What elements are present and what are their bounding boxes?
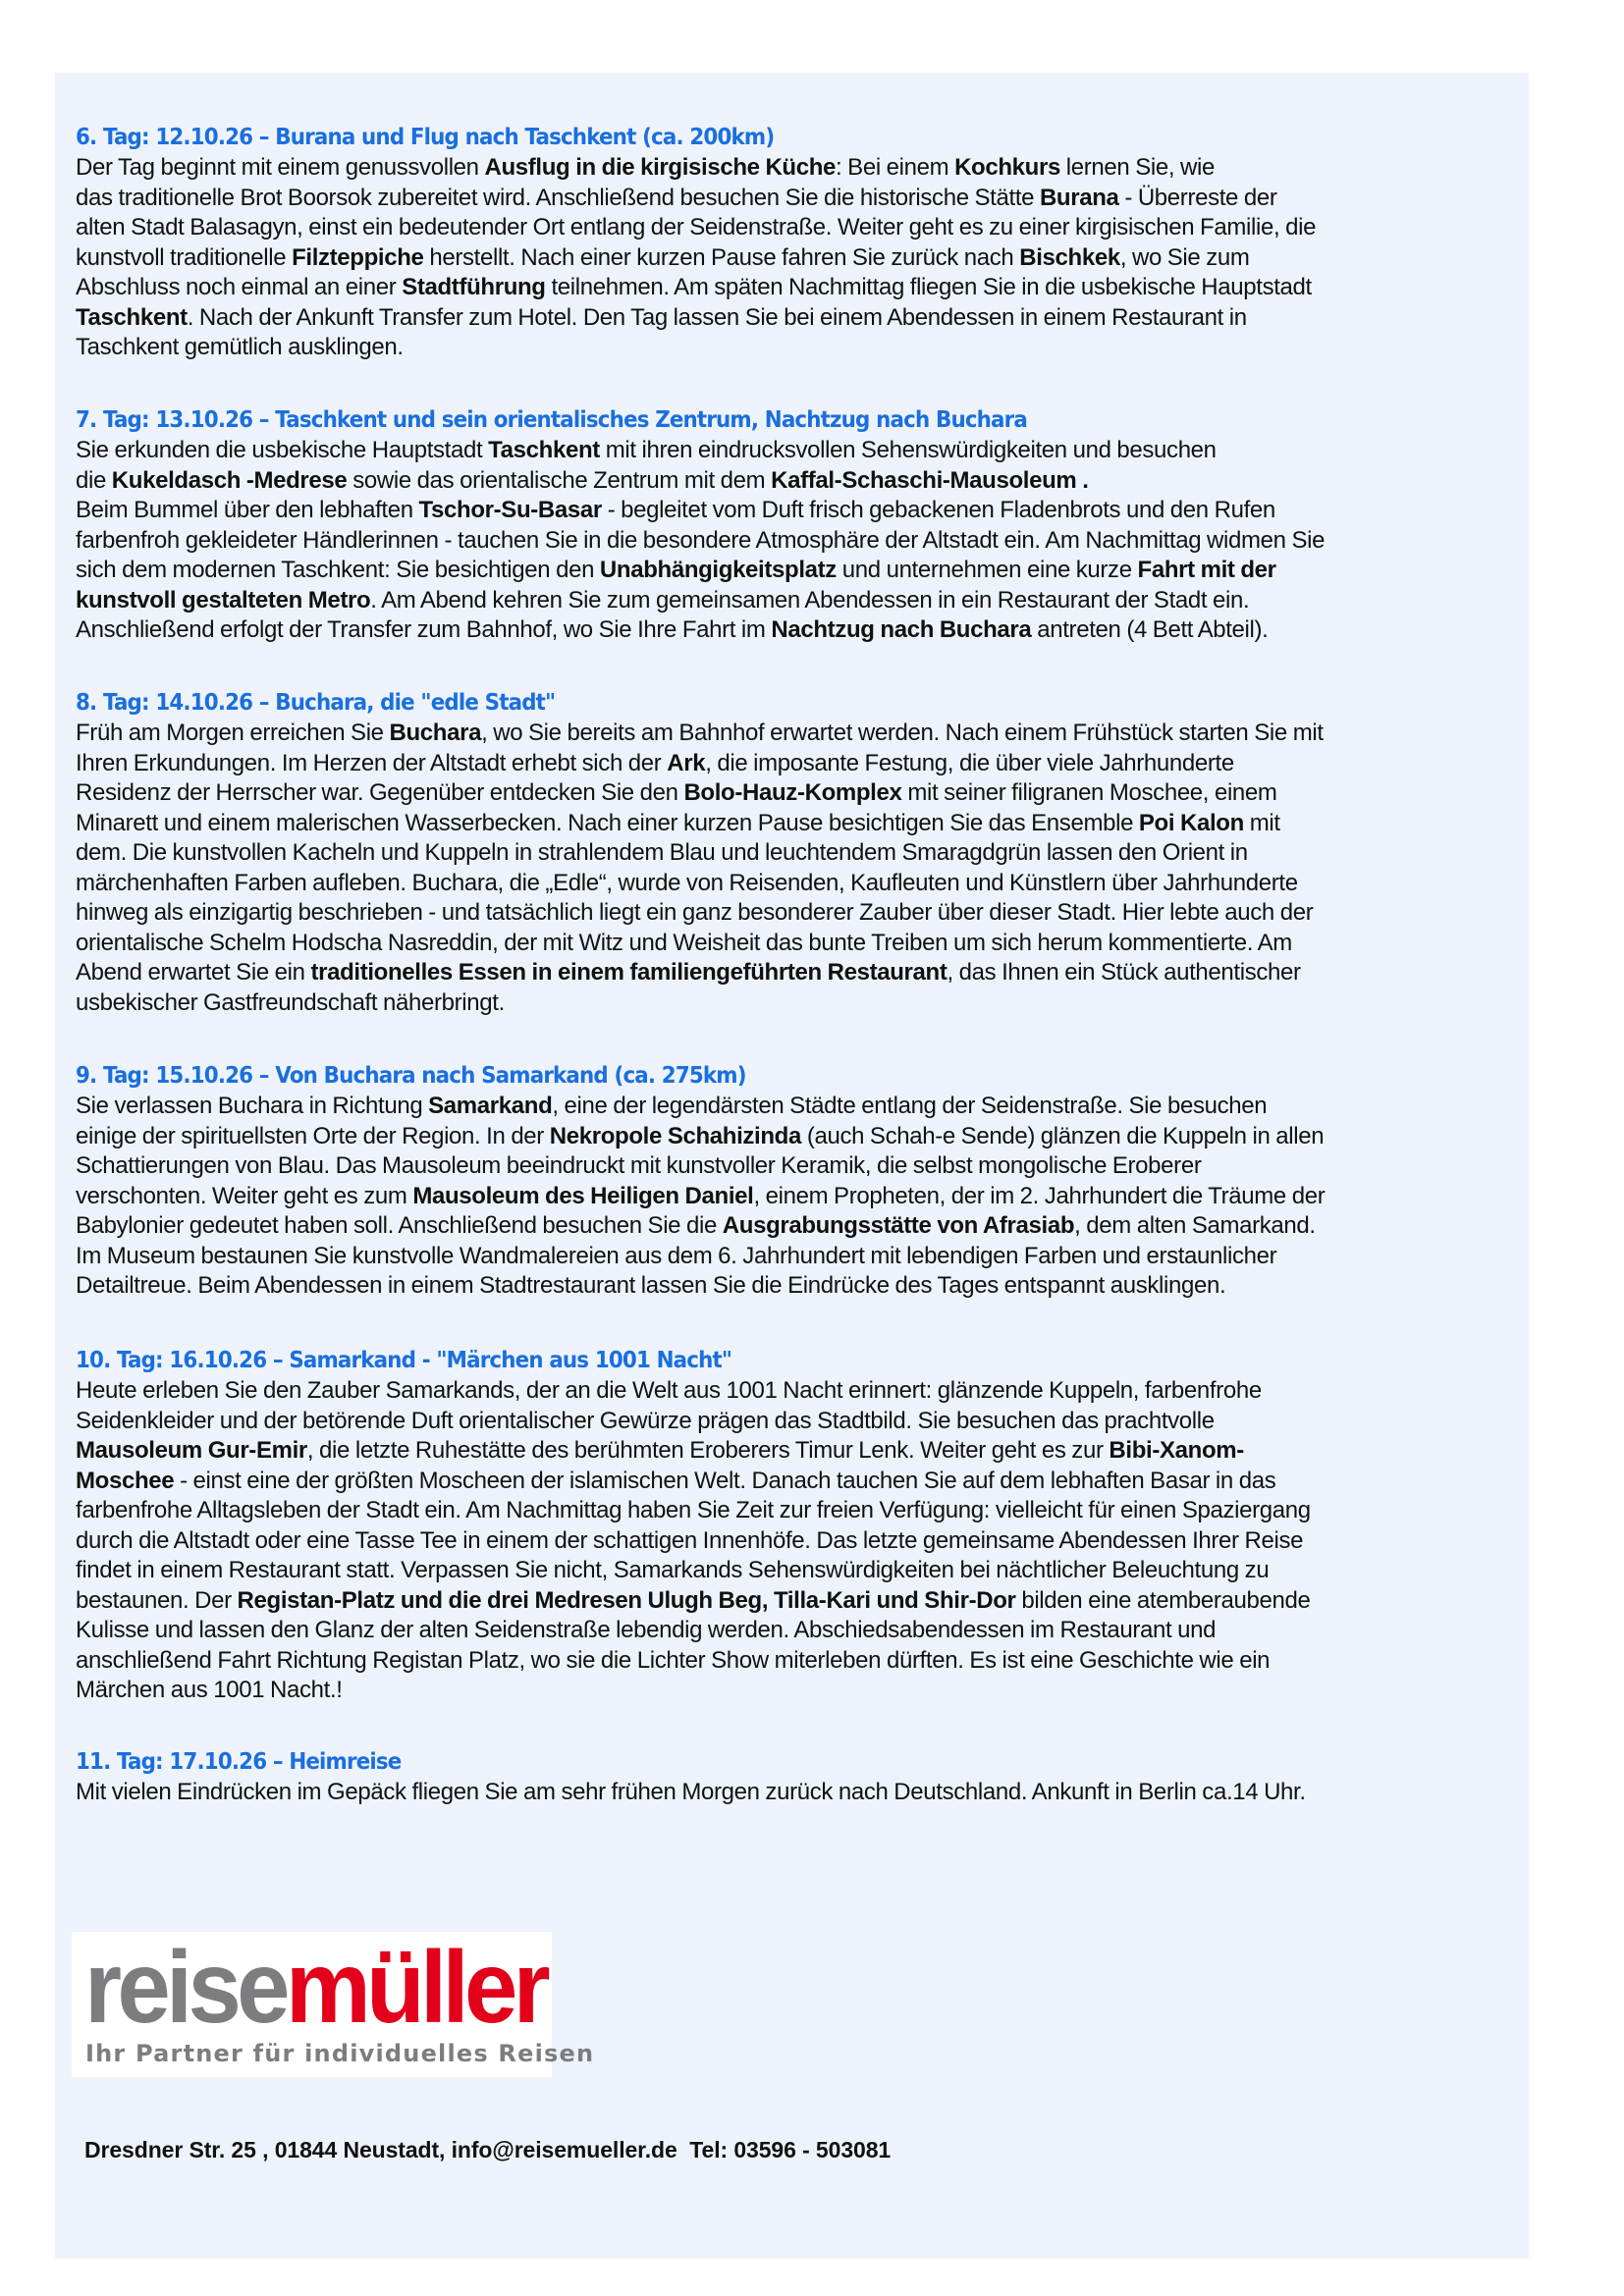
text-run: Mit vielen Eindrücken im Gepäck fliegen Sie am sehr frühen Morgen zurück nach Deutschland. Ankunft in Berlin ca.14 Uhr. (76, 1779, 1306, 1805)
text-line (76, 1242, 1325, 1272)
text-line (76, 1616, 1311, 1646)
text-line (76, 1646, 1311, 1677)
text-run: farbenfrohe Alltagsleben der Stadt ein. Am Nachmittag haben Sie Zeit zur freien Verfügung: vielleicht für einen Spaziergang (76, 1497, 1311, 1523)
text-line (76, 213, 1316, 243)
text-run: Babylonier gedeutet haben soll. Anschließend besuchen Sie die (76, 1212, 723, 1239)
company-logo (72, 1931, 595, 2077)
text-line (76, 526, 1325, 557)
text-line (76, 1556, 1311, 1586)
text-line (76, 153, 1316, 184)
day-description (76, 1376, 1311, 1706)
text-run: Seidenkleider und der betörende Duft orientalischer Gewürze prägen das Stadtbild. Sie besuchen das prachtvolle (76, 1407, 1215, 1434)
day-description (76, 719, 1324, 1018)
text-line (76, 333, 1316, 363)
text-line (76, 615, 1325, 646)
day-description (76, 436, 1325, 646)
highlight-text: Bibi-Xanom- (1109, 1437, 1244, 1464)
text-line (76, 556, 1325, 586)
text-line (76, 1271, 1325, 1302)
logo-word-mueller: müller (285, 1931, 546, 2045)
highlight-text: Filzteppiche (292, 243, 424, 271)
logo-word-reise: reise (84, 1931, 286, 2045)
highlight-text: Poi Kalon (1138, 809, 1244, 836)
text-line (76, 1496, 1311, 1526)
text-run: teilnehmen. Am späten Nachmittag fliegen Sie in die usbekische Hauptstadt (545, 274, 1312, 300)
text-run: das traditionelle Brot Boorsok zubereitet wird. Anschließend besuchen Sie die historische Stätte (76, 184, 1040, 211)
text-run: mit seiner filigranen Moschee, einem (901, 779, 1277, 806)
text-run: . Nach der Ankunft Transfer zum Hotel. Den Tag lassen Sie bei einem Abendessen in einem Restaurant in (187, 303, 1247, 331)
highlight-text: Ausgrabungsstätte von Afrasiab (722, 1212, 1075, 1239)
highlight-text: Kochkurs (954, 154, 1060, 181)
text-line (76, 1407, 1311, 1437)
text-line (76, 1436, 1311, 1467)
text-run: , die imposante Festung, die über viele Jahrhunderte (705, 749, 1234, 776)
text-run: dem. Die kunstvollen Kacheln und Kuppeln in strahlendem Blau und leuchtendem Smaragdgrün lassen den Orient in (76, 839, 1248, 866)
highlight-text: Nekropole Schahizinda (549, 1122, 801, 1149)
day-title: 9. Tag: 15.10.26 – Von Buchara nach Samarkand (ca. 275km) (76, 1063, 746, 1089)
highlight-text: Samarkand (428, 1093, 553, 1119)
text-run: Sie verlassen Buchara in Richtung (76, 1093, 429, 1119)
text-line (76, 988, 1324, 1019)
text-run: - Überreste der (1118, 184, 1277, 211)
text-line (76, 303, 1316, 334)
text-line (76, 838, 1324, 869)
highlight-text: Mausoleum des Heiligen Daniel (412, 1182, 754, 1209)
text-run: Detailtreue. Beim Abendessen in einem Stadtrestaurant lassen Sie die Eindrücke des Tages entspannt ausklingen. (76, 1272, 1226, 1299)
text-run: mit ihren eindrucksvollen Sehenswürdigkeiten und besuchen (599, 437, 1217, 463)
text-run: sowie das orientalische Zentrum mit dem (347, 466, 772, 494)
day-section (76, 687, 1324, 1018)
text-line (76, 809, 1324, 839)
highlight-text: Bolo-Hauz-Komplex (683, 779, 902, 806)
text-run: Schattierungen von Blau. Das Mausoleum beeindruckt mit kunstvoller Keramik, die selbst mongolische Eroberer (76, 1152, 1202, 1179)
highlight-text: Kaffal-Schaschi-Mausoleum . (771, 466, 1089, 494)
contact-address: Dresdner Str. 25 , 01844 Neustadt, info@reisemueller.de Tel: 03596 - 503081 (84, 2137, 892, 2163)
text-line (76, 273, 1316, 303)
text-run: anschließend Fahrt Richtung Registan Platz, wo sie die Lichter Show miterleben dürften. Es ist eine Geschichte wie ein (76, 1646, 1271, 1674)
text-run: Abend erwartet Sie ein (76, 959, 311, 986)
text-line (76, 586, 1325, 616)
highlight-text: Moschee (76, 1467, 175, 1494)
day-section (76, 404, 1325, 646)
highlight-text: Registan-Platz und die drei Medresen Ulugh Beg, Tilla-Kari und Shir-Dor (237, 1586, 1016, 1614)
text-run: orientalische Schelm Hodscha Nasreddin, der mit Witz und Weisheit das bunte Treiben um sich herum kommentierte. Am (76, 929, 1292, 956)
highlight-text: Burana (1039, 184, 1119, 211)
highlight-text: Unabhängigkeitsplatz (599, 557, 837, 583)
text-line (76, 778, 1324, 809)
day-section (76, 1345, 1311, 1706)
text-line (76, 869, 1324, 899)
text-line (76, 749, 1324, 779)
text-run: kunstvoll traditionelle (76, 243, 293, 271)
highlight-text: Bischkek (1019, 243, 1120, 271)
logo-wordmark (84, 1931, 546, 2045)
text-line (76, 1526, 1311, 1557)
day-description (76, 1778, 1306, 1808)
text-line (76, 958, 1324, 988)
day-title: 7. Tag: 13.10.26 – Taschkent und sein orientalisches Zentrum, Nachtzug nach Buchara (76, 407, 1027, 433)
text-run: Taschkent gemütlich ausklingen. (76, 334, 404, 360)
text-run: die (76, 466, 112, 494)
text-run: verschonten. Weiter geht es zum (76, 1182, 413, 1209)
text-run: alten Stadt Balasagyn, einst ein bedeutender Ort entlang der Seidenstraße. Weiter geht es zu einer kirgisischen Familie, die (76, 214, 1317, 240)
text-run: antreten (4 Bett Abteil). (1031, 616, 1269, 643)
text-line (76, 1676, 1311, 1706)
text-run: , wo Sie zum (1119, 243, 1250, 271)
text-run: , wo Sie bereits am Bahnhof erwartet werden. Nach einem Frühstück starten Sie mit (481, 720, 1324, 746)
text-run: , dem alten Samarkand. (1074, 1212, 1316, 1239)
text-run: Heute erleben Sie den Zauber Samarkands, der an die Welt aus 1001 Nacht erinnert: glänzende Kuppeln, farbenfrohe (76, 1377, 1262, 1404)
text-run: Residenz der Herrscher war. Gegenüber entdecken Sie den (76, 779, 684, 806)
text-line (76, 1586, 1311, 1617)
highlight-text: Ausflug in die kirgisische Küche (484, 154, 837, 181)
day-title: 11. Tag: 17.10.26 – Heimreise (76, 1749, 402, 1775)
day-description (76, 153, 1316, 363)
text-run: einige der spirituellsten Orte der Region. In der (76, 1122, 550, 1149)
text-line (76, 1211, 1325, 1242)
day-title: 10. Tag: 16.10.26 – Samarkand - "Märchen aus 1001 Nacht" (76, 1348, 732, 1373)
text-line (76, 1778, 1306, 1808)
text-line (76, 1376, 1311, 1407)
highlight-text: Ark (667, 749, 706, 776)
text-line (76, 496, 1325, 526)
text-run: Früh am Morgen erreichen Sie (76, 720, 390, 746)
highlight-text: Nachtzug nach Buchara (771, 616, 1032, 643)
text-run: Anschließend erfolgt der Transfer zum Bahnhof, wo Sie Ihre Fahrt im (76, 616, 772, 643)
text-run: usbekischer Gastfreundschaft näherbringt. (76, 988, 505, 1016)
highlight-text: Buchara (389, 720, 482, 746)
highlight-text: Taschkent (76, 303, 188, 331)
text-run: (auch Schah-e Sende) glänzen die Kuppeln in allen (801, 1122, 1325, 1149)
text-run: findet in einem Restaurant statt. Verpassen Sie nicht, Samarkands Sehenswürdigkeiten bei nächtlicher Beleuchtung zu (76, 1557, 1270, 1583)
day-section (76, 1746, 1306, 1808)
text-run: Abschluss noch einmal an einer (76, 274, 403, 300)
highlight-text: Taschkent (488, 437, 600, 463)
text-run: Ihren Erkundungen. Im Herzen der Altstadt erhebt sich der (76, 749, 668, 776)
highlight-text: Fahrt mit der (1137, 557, 1276, 583)
text-line (76, 184, 1316, 214)
text-line (76, 1151, 1325, 1182)
text-line (76, 1467, 1311, 1497)
text-run: - begleitet vom Duft frisch gebackenen Fladenbrots und den Rufen (601, 497, 1275, 523)
text-line (76, 929, 1324, 959)
text-run: , eine der legendärsten Städte entlang der Seidenstraße. Sie besuchen (552, 1093, 1268, 1119)
day-section (76, 122, 1316, 363)
text-line (76, 243, 1316, 274)
day-description (76, 1092, 1325, 1302)
logo-tagline: Ihr Partner für individuelles Reisen (85, 2040, 595, 2067)
text-run: durch die Altstadt oder eine Tasse Tee in einem der schattigen Innenhöfe. Das letzte gemeinsame Abendessen Ihrer Reise (76, 1526, 1304, 1554)
text-run: : Bei einem (836, 154, 955, 181)
text-run: mit (1243, 809, 1280, 836)
text-run: lernen Sie, wie (1059, 154, 1215, 181)
highlight-text: Stadtführung (402, 274, 546, 300)
highlight-text: kunstvoll gestalteten Metro (76, 586, 371, 614)
text-line (76, 898, 1324, 929)
day-title: 6. Tag: 12.10.26 – Burana und Flug nach Taschkent (ca. 200km) (76, 125, 775, 150)
text-run: Minarett und einem malerischen Wasserbecken. Nach einer kurzen Pause besichtigen Sie das Ensemble (76, 809, 1139, 836)
text-line (76, 1182, 1325, 1212)
text-run: farbenfroh gekleideter Händlerinnen - tauchen Sie in die besondere Atmosphäre der Altstadt ein. Am Nachmittag widmen Sie (76, 526, 1326, 554)
text-run: - einst eine der größten Moscheen der islamischen Welt. Danach tauchen Sie auf dem lebhaften Basar in das (174, 1467, 1276, 1494)
text-run: märchenhaften Farben aufleben. Buchara, die „Edle“, wurde von Reisenden, Kaufleuten und Künstlern über Jahrhunderte (76, 869, 1298, 896)
text-run: und unternehmen eine kurze (836, 557, 1138, 583)
text-run: . Am Abend kehren Sie zum gemeinsamen Abendessen in ein Restaurant der Stadt ein. (370, 586, 1250, 614)
text-run: bilden eine atemberaubende (1015, 1586, 1311, 1614)
text-line (76, 1122, 1325, 1152)
highlight-text: Mausoleum Gur-Emir (76, 1437, 307, 1464)
text-run: Im Museum bestaunen Sie kunstvolle Wandmalereien aus dem 6. Jahrhundert mit lebendigen Farben und erstaunlicher (76, 1242, 1277, 1269)
text-line (76, 466, 1325, 497)
text-run: Der Tag beginnt mit einem genussvollen (76, 154, 485, 181)
text-run: , einem Propheten, der im 2. Jahrhundert die Träume der (753, 1182, 1326, 1209)
text-run: Sie erkunden die usbekische Hauptstadt (76, 437, 489, 463)
text-line (76, 1092, 1325, 1122)
text-run: herstellt. Nach einer kurzen Pause fahren Sie zurück nach (423, 243, 1020, 271)
highlight-text: traditionelles Essen in einem familiengeführten Restaurant (310, 959, 947, 986)
day-title: 8. Tag: 14.10.26 – Buchara, die "edle Stadt" (76, 690, 556, 716)
text-run: Beim Bummel über den lebhaften (76, 497, 419, 523)
text-run: sich dem modernen Taschkent: Sie besichtigen den (76, 557, 600, 583)
day-section (76, 1060, 1325, 1302)
text-line (76, 719, 1324, 749)
text-run: Kulisse und lassen den Glanz der alten Seidenstraße lebendig werden. Abschiedsabendessen im Restaurant und (76, 1617, 1217, 1643)
text-run: , die letzte Ruhestätte des berühmten Eroberers Timur Lenk. Weiter geht es zur (306, 1437, 1110, 1464)
highlight-text: Kukeldasch -Medrese (111, 466, 348, 494)
text-run: bestaunen. Der (76, 1586, 238, 1614)
text-line (76, 436, 1325, 466)
text-run: hinweg als einzigartig beschrieben - und tatsächlich liegt ein ganz besonderer Zauber über dieser Stadt. Hier lebte auch der (76, 899, 1314, 926)
text-run: Märchen aus 1001 Nacht.! (76, 1677, 343, 1703)
highlight-text: Tschor-Su-Basar (418, 497, 602, 523)
text-run: , das Ihnen ein Stück authentischer (947, 959, 1301, 986)
